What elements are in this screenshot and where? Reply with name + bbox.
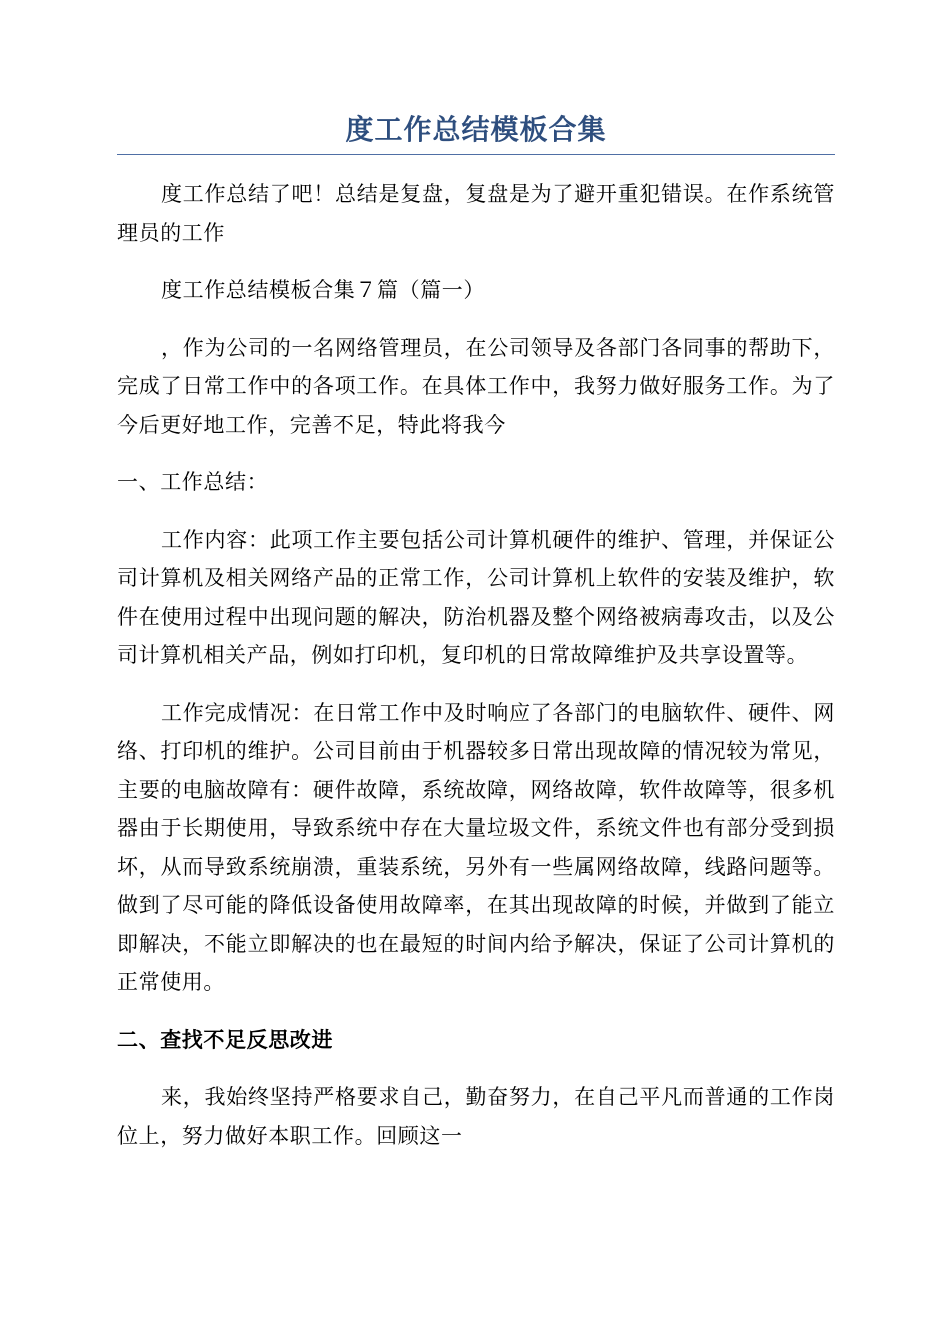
closing-paragraph: 来，我始终坚持严格要求自己，勤奋努力，在自己平凡而普通的工作岗位上，努力做好本职工作。回顾这一 — [117, 1085, 835, 1148]
heading-work-summary: 一、工作总结： — [117, 470, 269, 494]
work-completion-paragraph: 工作完成情况：在日常工作中及时响应了各部门的电脑软件、硬件、网络、打印机的维护。公司目前由于机器较多日常出现故障的情况较为常见，主要的电脑故障有：硬件故障，系统故障，网络故障，软件故障等，很多机器由于长期使用，导致系统中存在大量垃圾文件，系统文件也有部分受到损坏，从而导致系统崩溃，重装系统，另外有一些属网络故障，线路问题等。做到了尽可能的降低设备使用故障率，在其出现故障的时候，并做到了能立即解决，不能立即解决的也在最短的时间内给予解决，保证了公司计算机的正常使用。 — [117, 700, 835, 994]
opening-paragraph: ，作为公司的一名网络管理员，在公司领导及各部门各同事的帮助下，完成了日常工作中的各项工作。在具体工作中，我努力做好服务工作。为了今后更好地工作，完善不足，特此将我今 — [117, 335, 835, 437]
section-heading-part-one: 度工作总结模板合集７篇（篇一） — [161, 278, 485, 302]
work-content-paragraph: 工作内容：此项工作主要包括公司计算机硬件的维护、管理，并保证公司计算机及相关网络产品的正常工作，公司计算机上软件的安装及维护，软件在使用过程中出现问题的解决，防治机器及整个网络被病毒攻击，以及公司计算机相关产品，例如打印机，复印机的日常故障维护及共享设置等。 — [117, 527, 835, 667]
heading-shortcomings: 二、查找不足反思改进 — [117, 1026, 333, 1052]
document-page — [117, 108, 835, 1155]
document-title: 度工作总结模板合集 — [117, 108, 835, 155]
intro-paragraph: 度工作总结了吧！总结是复盘，复盘是为了避开重犯错误。在作系统管理员的工作 — [117, 182, 835, 245]
